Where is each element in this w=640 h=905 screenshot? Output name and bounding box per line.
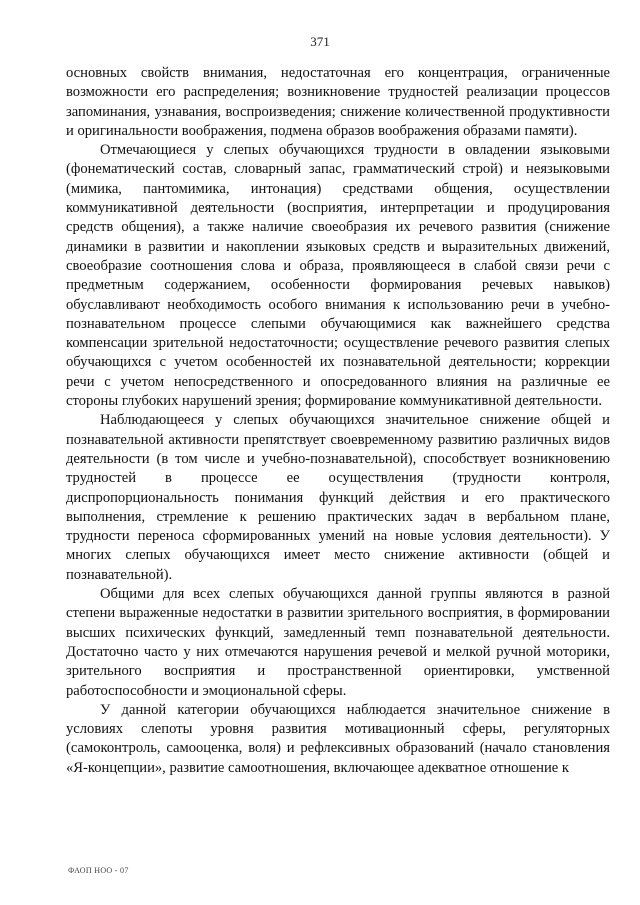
page-number: 371 xyxy=(310,34,330,49)
body-text xyxy=(66,64,610,778)
paragraph-1: основных свойств внимания, недостаточная его концентрация, ограниченные возможности его распределения; возникновение трудностей реализации процессов запоминания, узнавания, воспроизведения; снижение количественной продуктивности и оригинальности воображения, подмена образов воображения образами памяти). xyxy=(66,65,610,139)
paragraph-5: У данной категории обучающихся наблюдается значительное снижение в условиях слепоты уровня развития мотивационный сферы, регуляторных (самоконтроль, самооценка, воля) и рефлексивных образований (начало становления «Я-концепции», развитие самоотношения, включающее адекватное отношение к xyxy=(66,701,610,776)
footer-code: ФАОП НОО - 07 xyxy=(68,866,129,875)
paragraph-3: Наблюдающееся у слепых обучающихся значительное снижение общей и познавательной активности препятствует своевременному развитию различных видов деятельности (в том числе и учебно-познавательной), способствует возникновению трудностей в процессе ее осуществления (трудности контроля, диспропорциональность понимания функций действия и его практического выполнения, стремление к решению практических задач в вербальном плане, трудности переноса сформированных умений на новые условия деятельности). У многих слепых обучающихся имеет место снижение активности (общей и познавательной). xyxy=(66,412,610,583)
paragraph-4: Общими для всех слепых обучающихся данной группы являются в разной степени выраженные недостатки в развитии зрительного восприятия, в формировании высших психических функций, замедленный темп познавательной деятельности. Достаточно часто у них отмечаются нарушения речевой и мелкой ручной моторики, зрительного восприятия и пространственной ориентировки, умственной работоспособности и эмоциональной сферы. xyxy=(66,586,610,699)
paragraph-2: Отмечающиеся у слепых обучающихся трудности в овладении языковыми (фонематический состав, словарный запас, грамматический строй) и неязыковыми (мимика, пантомимика, интонация) средствами общения, осуществлении коммуникативной деятельности (восприятия, интерпретации и продуцирования средств общения), а также наличие своеобразия их речевого развития (снижение динамики в развитии и накоплении языковых средств и выразительных движений, своеобразие соотношения слова и образа, проявляющееся в слабой связи речи с предметным содержанием, особенности формирования речевых навыков) обуславливают необходимость особого внимания к использованию речи в учебно-познавательном процессе слепыми обучающимися как важнейшего средства компенсации зрительной недостаточности; осуществление речевого развития слепых обучающихся с учетом особенностей их познавательной деятельности; коррекции речи с учетом непосредственного и опосредованного влияния на различные ее стороны глубоких нарушений зрения; формирование коммуникативной деятельности. xyxy=(66,142,610,410)
